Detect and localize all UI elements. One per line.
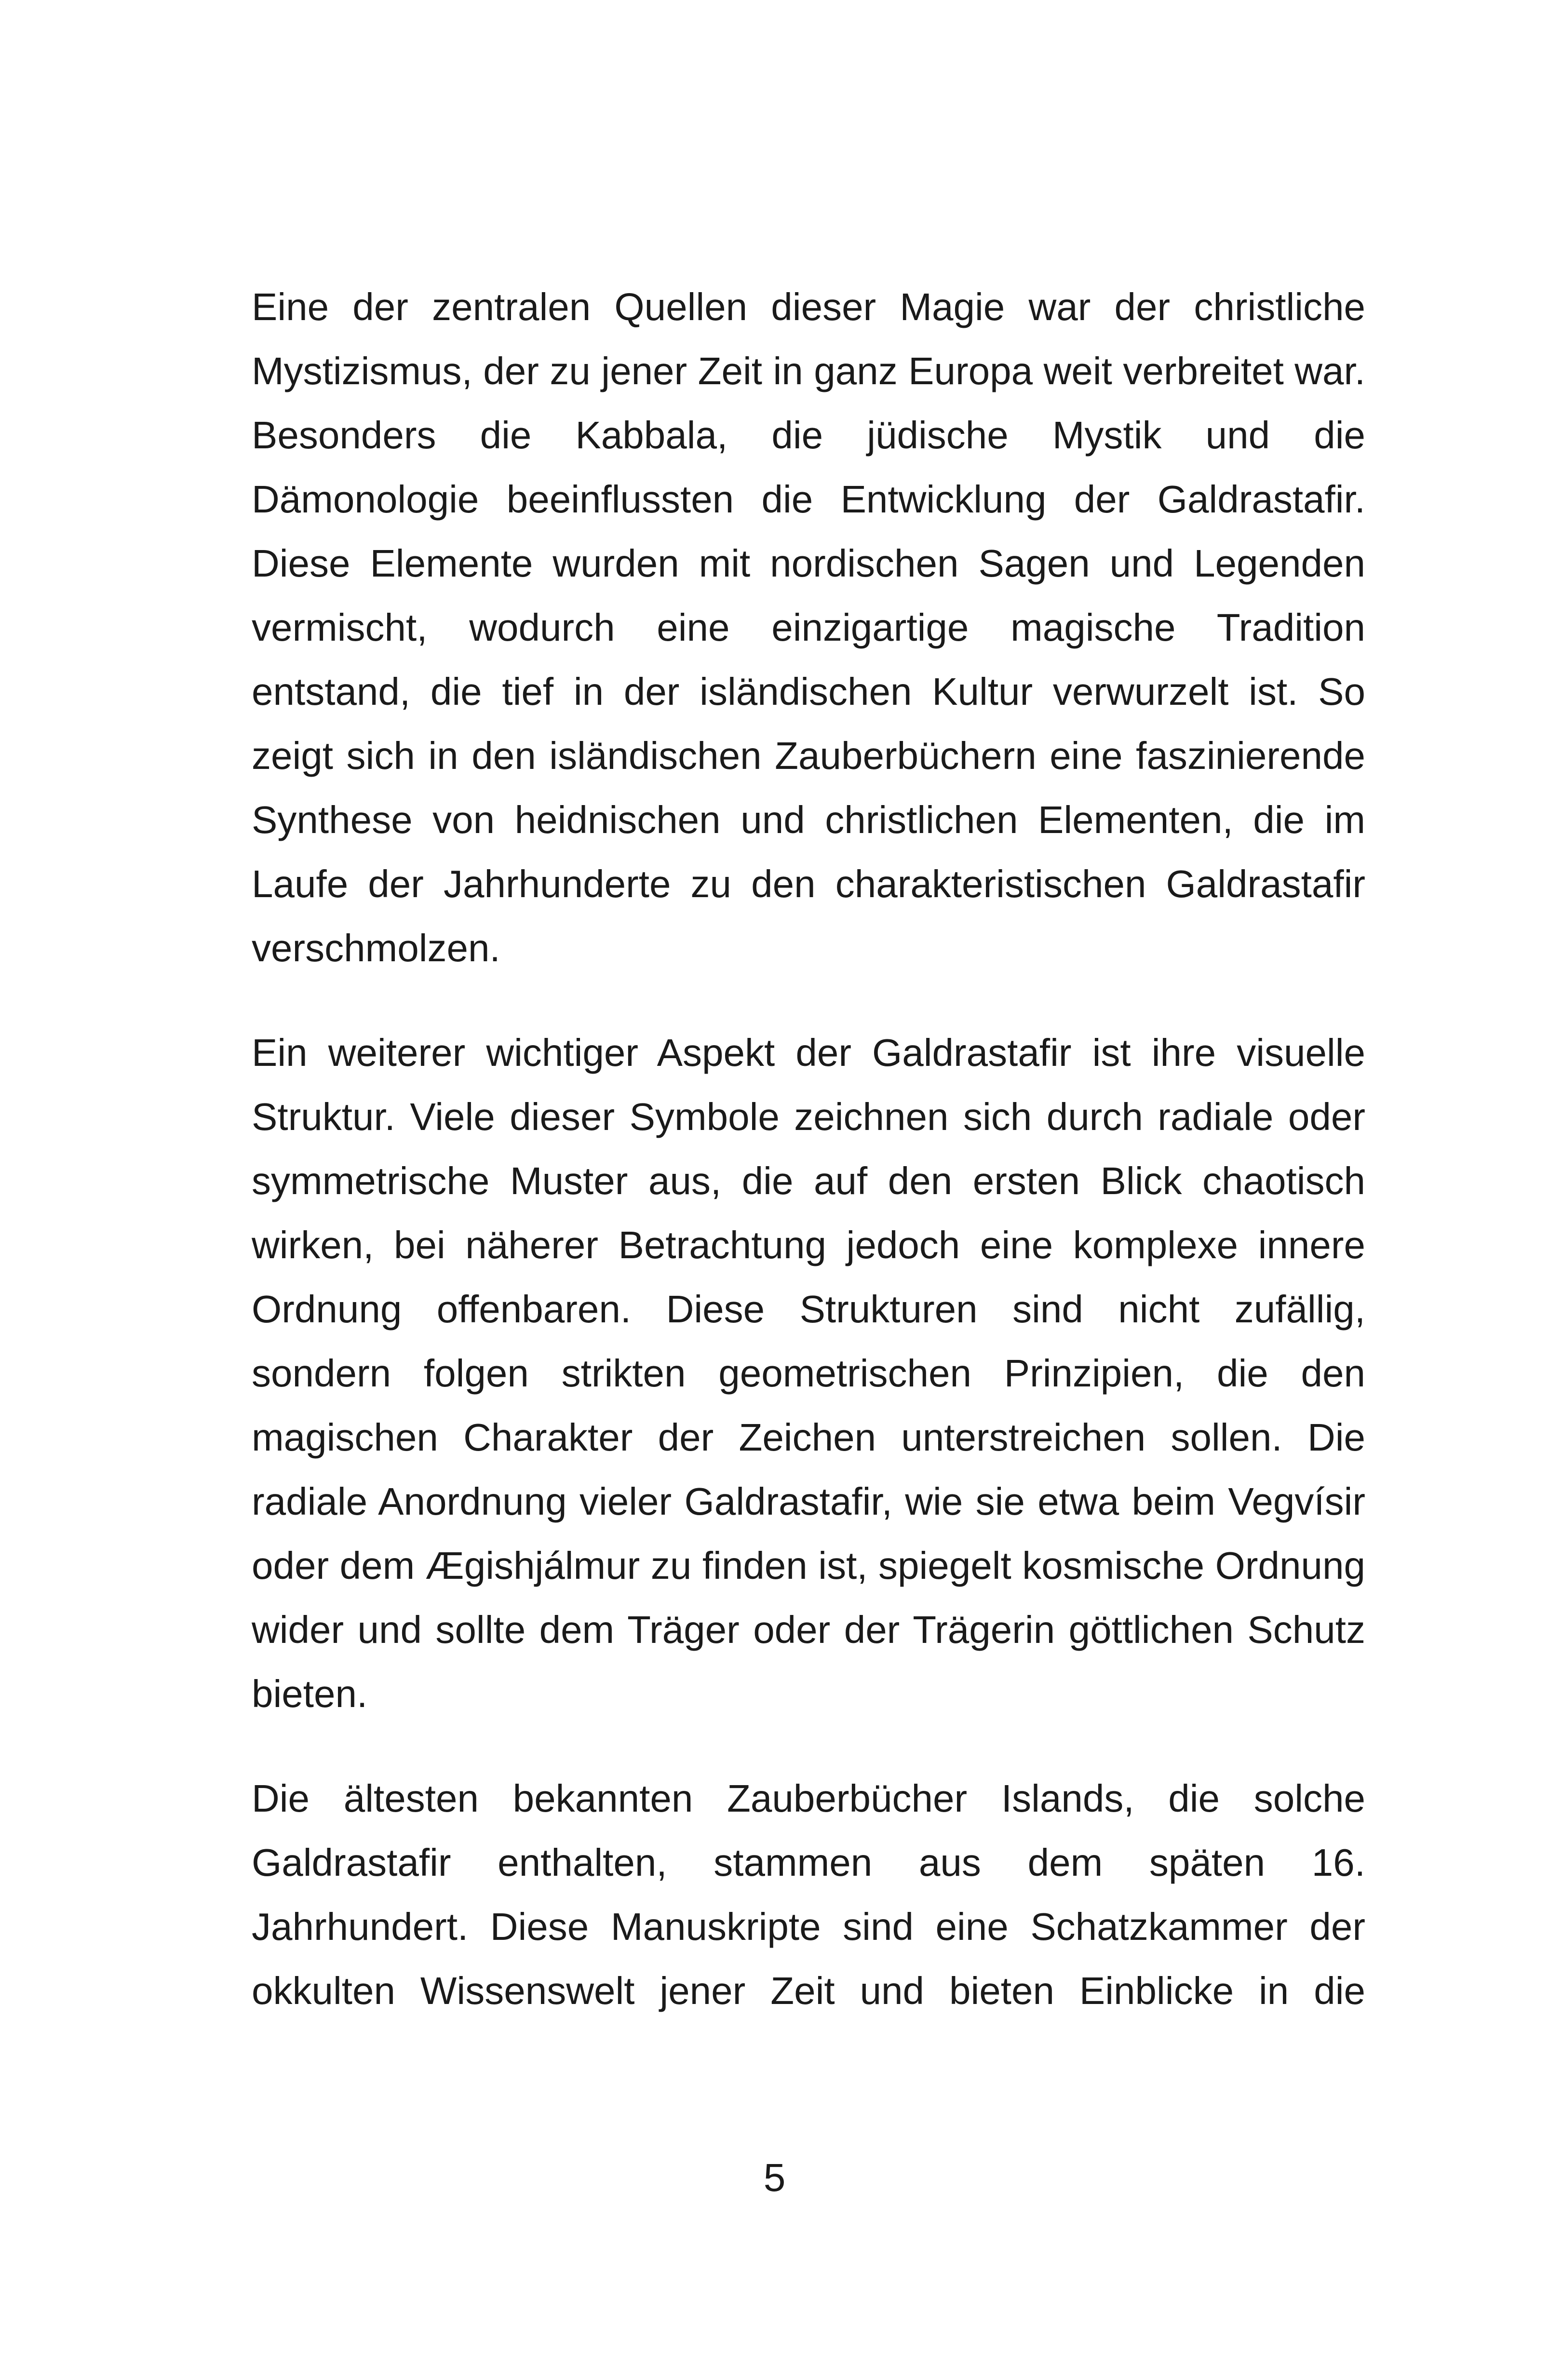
paragraph-3: Die ältesten bekannten Zauberbücher Islands, die solche Galdrastafir enthalten, stammen aus dem späten 16. Jahrhundert. Diese Manuskripte sind eine Schatzkammer der okkulten Wissenswelt jener Zeit und bieten Einblicke in die [252,1777,1365,2012]
paragraph-2: Ein weiterer wichtiger Aspekt der Galdrastafir ist ihre visuelle Struktur. Viele dieser Symbole zeichnen sich durch radiale oder symmetrische Muster aus, die auf den ersten Blick chaotisch wirken, bei näherer Betrachtung jedoch eine komplexe innere Ordnung offenbaren. Diese Strukturen sind nicht zufällig, sondern folgen strikten geometrischen Prinzipien, die den magischen Charakter der Zeichen unterstreichen sollen. Die radiale Anordnung vieler Galdrastafir, wie sie etwa beim Vegvísir oder dem Ægishjálmur zu finden ist, spiegelt kosmische Ordnung wider und sollte dem Träger oder der Trägerin göttlichen Schutz bieten. [252,1031,1365,1715]
paragraph-1: Eine der zentralen Quellen dieser Magie war der christliche Mystizismus, der zu jener Zeit in ganz Europa weit verbreitet war. Besonders die Kabbala, die jüdische Mystik und die Dämonologie beeinflussten die Entwicklung der Galdrastafir. Diese Elemente wurden mit nordischen Sagen und Legenden vermischt, wodurch eine einzigartige magische Tradition entstand, die tief in der isländischen Kultur verwurzelt ist. So zeigt sich in den isländischen Zauberbüchern eine faszinierende Synthese von heidnischen und christlichen Elementen, die im Laufe der Jahrhunderte zu den charakteristischen Galdrastafir verschmolzen. [252,285,1365,969]
body-text [252,275,1365,2023]
page-number: 5 [763,2156,786,2200]
